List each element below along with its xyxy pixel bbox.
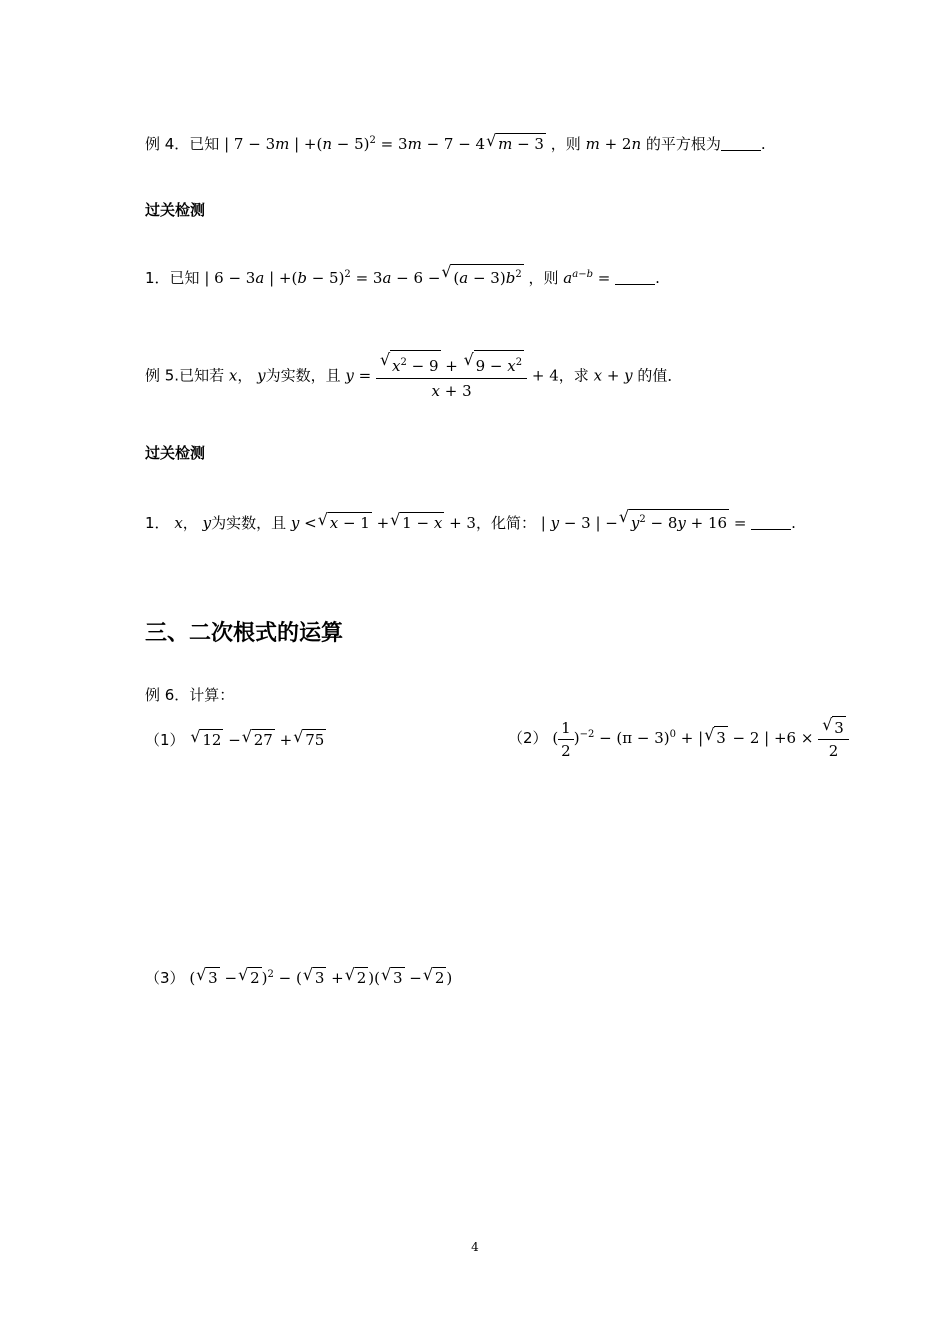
check-question-1b: 1． x， y为实数，且 y <√ x − 1 +√ 1 − x + 3，化简： | y − 3 | −√ $y^2 - 8y + 16$ = .: [145, 509, 796, 533]
example-4: 例 4．已知 | 7 − 3m | $+(n - 5)^2 = 3m - 7 - 4√$ m − 3 ，则 m + 2n 的平方根为 .: [145, 131, 766, 154]
example-6-part-3: （3） (√ 3 −√ 2 )$^2$ − (√ 3 +√ 2 )(√ 3 −√ 2 ): [145, 965, 452, 988]
example-6-part-2: （2） ( $\frac{1}{2}$ )$^{-2} - (\pi - 3)^0$ + |√ 3 − 2 | +6 × √ $\frac{3}{2}$: [508, 716, 849, 762]
check-question-1a: 1．已知 | 6 − 3a | $+(b - 5)^2 = 3a - 6$ −√ $(a - 3)b^2$ ，则 $a^{a-b}$ = .: [145, 264, 660, 288]
check-question-1a-formula: | 6 − 3a | $+(b - 5)^2 = 3a - 6$ −√ $(a - 3)b^2$: [204, 269, 523, 287]
section-check-2: 过关检测: [145, 444, 206, 462]
section-heading: 三、二次根式的运算: [145, 621, 344, 646]
example-4-formula: | 7 − 3m | $+(n - 5)^2 = 3m - 7 - 4√$ m − 3: [224, 135, 546, 153]
example-6-label: 例 6．计算：: [145, 686, 235, 704]
example-4-label: 例 4．已知: [145, 135, 220, 153]
answer-blank: [721, 136, 761, 151]
section-check-1: 过关检测: [145, 201, 206, 219]
answer-blank: [751, 515, 791, 530]
example-6-part-1: （1） √ 12 −√ 27 +√ 75: [145, 729, 326, 750]
answer-blank: [615, 270, 655, 285]
example-5-fraction: √ $\frac{x^2 - 9 + √ 9 - x^2}{x + 3}$: [376, 350, 527, 403]
example-5: 例 5.已知若 x， y为实数，且 y = √ $\frac{x^2 - 9 + √ 9 - x^2}{x + 3}$ + 4，求 x + y 的值．: [145, 350, 682, 403]
page-number: 4: [471, 1240, 479, 1254]
